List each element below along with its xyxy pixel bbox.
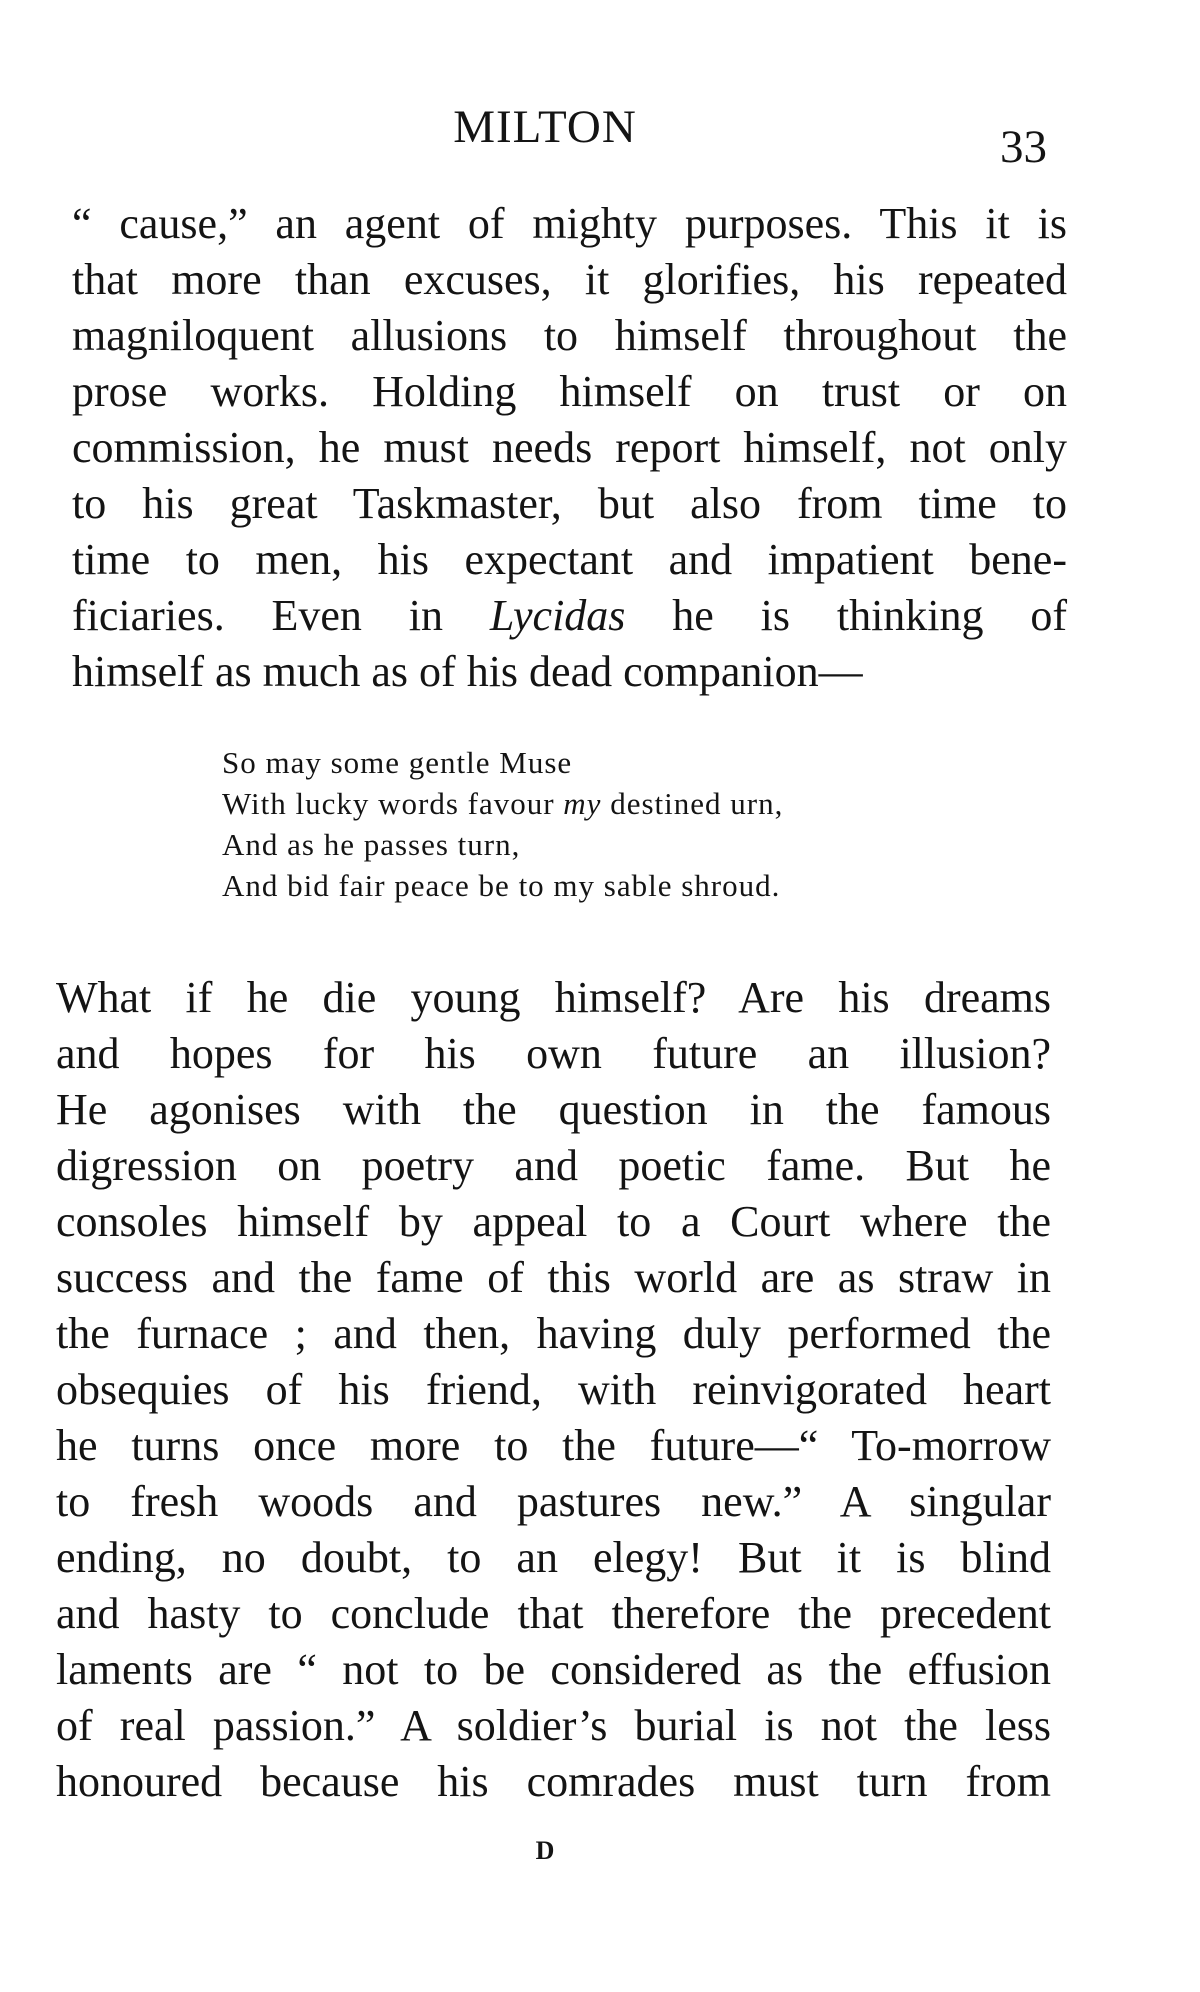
text-line: laments are “ not to be considered as the effusion [56,1645,1051,1694]
text-line: honoured because his comrades must turn from [56,1757,1051,1806]
text-line: and hasty to conclude that therefore the precedent [56,1589,1051,1638]
text-line: prose works. Holding himself on trust or on [72,367,1067,416]
text-line: He agonises with the question in the famous [56,1085,1051,1134]
paragraph-2 [56,970,1051,1810]
text-line: that more than excuses, it glorifies, his repeated [72,255,1067,304]
text-line: commission, he must needs report himself, not only [72,423,1067,472]
verse-line: And as he passes turn, [222,827,521,862]
text-line: magniloquent allusions to himself throughout the [72,311,1067,360]
verse-line: And bid fair peace be to my sable shroud. [222,868,781,903]
text-line: himself as much as of his dead companion— [72,647,863,696]
verse-line: So may some gentle Muse [222,745,573,780]
verse-fragment: destined urn, [601,786,784,821]
text-line: to fresh woods and pastures new.” A singular [56,1477,1051,1526]
text-fragment: ficiaries. Even in [72,591,444,640]
text-line: time to men, his expectant and impatient bene- [72,535,1067,584]
text-line: success and the fame of this world are as straw in [56,1253,1051,1302]
verse-line [222,783,783,824]
text-line: obsequies of his friend, with reinvigorated heart [56,1365,1051,1414]
text-line: consoles himself by appeal to a Court where the [56,1197,1051,1246]
text-line: to his great Taskmaster, but also from time to [72,479,1067,528]
text-line: he turns once more to the future—“ To-morrow [56,1421,1051,1470]
italic-title: Lycidas [489,591,626,640]
text-fragment: he is thinking of [672,591,1068,640]
text-line: and hopes for his own future an illusion? [56,1029,1051,1078]
text-line: What if he die young himself? Are his dreams [56,973,1051,1022]
verse-quotation [222,742,783,906]
verse-fragment: With lucky words favour [222,786,564,821]
text-line: ending, no doubt, to an elegy! But it is blind [56,1533,1051,1582]
verse-italic-word: my [563,786,602,821]
text-line: the furnace ; and then, having duly performed the [56,1309,1051,1358]
page-number: 33 [1000,121,1047,173]
text-line: digression on poetry and poetic fame. But he [56,1141,1051,1190]
text-line: “ cause,” an agent of mighty purposes. This it is [72,199,1067,248]
text-line: of real passion.” A soldier’s burial is not the less [56,1701,1051,1750]
text-line-with-title [72,588,1067,644]
paragraph-1 [72,196,1067,700]
running-title: MILTON [453,101,637,153]
signature-mark: D [535,1836,555,1865]
